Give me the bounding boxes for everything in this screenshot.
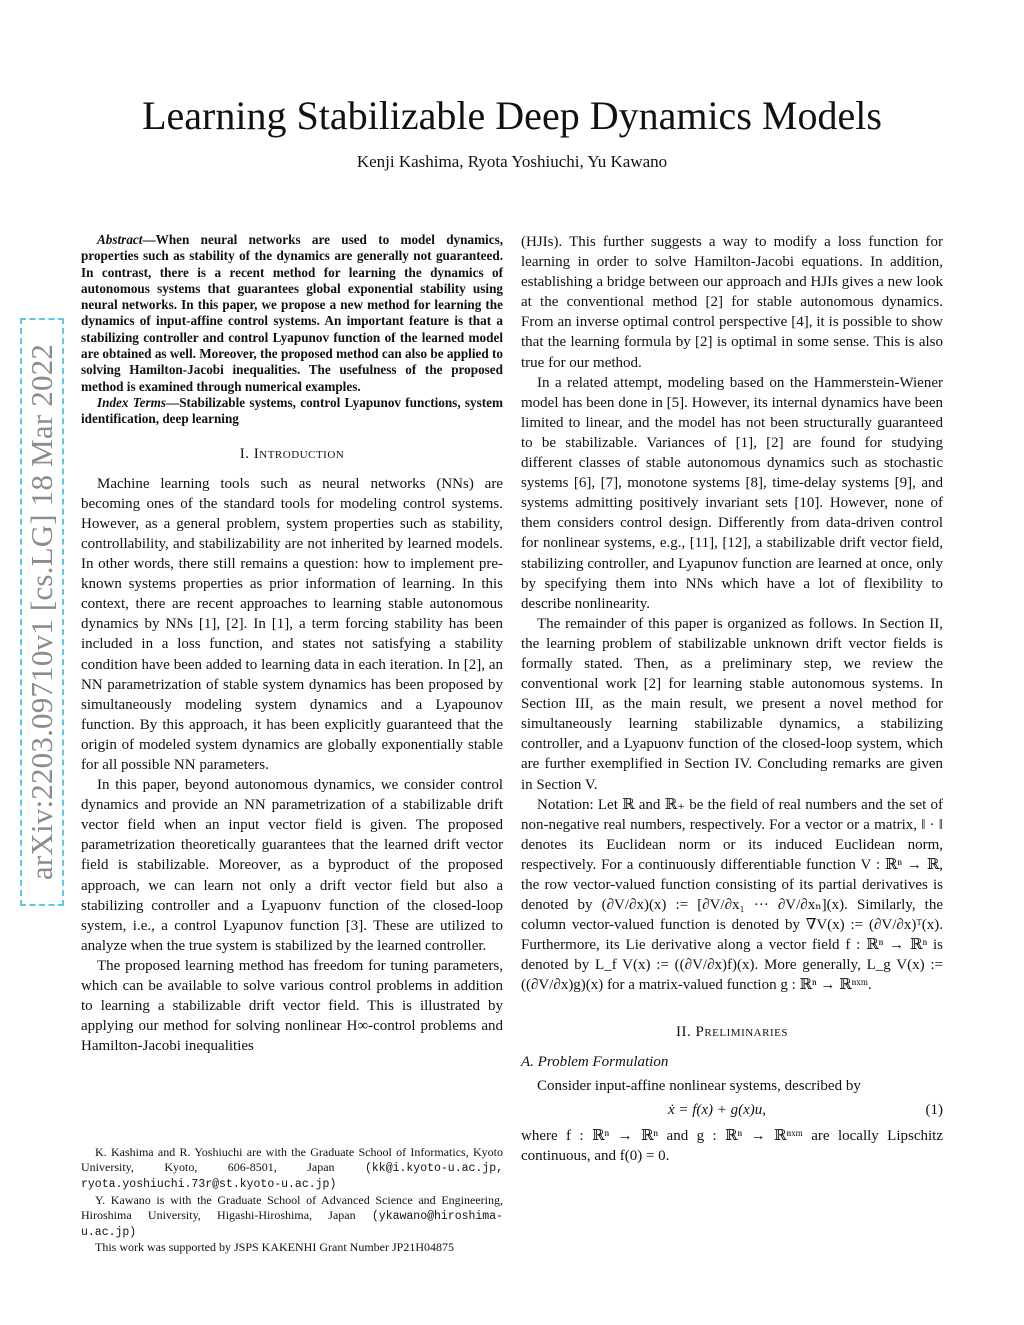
footnote-affiliation-2 <box>81 1193 503 1241</box>
intro-paragraph-3: The proposed learning method has freedom for tuning parameters, which can be available to solve various control problems in addition to learning a stabilizable drift vector field. This is illustrated by applying our method for solving nonlinear H∞-control problems and Hamilton-Jacobi inequalities <box>81 957 503 1055</box>
footnote-funding: This work was supported by JSPS KAKENHI Grant Number JP21H04875 <box>95 1240 454 1255</box>
left-column <box>81 232 503 1056</box>
paper-authors: Kenji Kashima, Ryota Yoshiuchi, Yu Kawano <box>356 152 668 171</box>
footnote-email-1[interactable]: (kk@i.kyoto-u.ac.jp, ryota.yoshiuchi.73r@st.kyoto-u.ac.jp) <box>81 1162 504 1192</box>
index-terms <box>81 395 503 428</box>
intro-paragraph-1: Machine learning tools such as neural networks (NNs) are becoming ones of the standard tools for modeling control systems. However, as a general problem, system properties such as stability, controllability, and stabilizability are not inherited by learned models. In other words, there still remains a question: how to implement pre-known systems properties as prior information of learning. In this context, there are recent approaches to learning stable autonomous dynamics by NNs [1], [2]. In [1], a term forcing stability has been included in a loss function, and states not satisfying a stability condition have been added to learning data in each iteration. In [2], an NN parametrization of stable system dynamics has been proposed by simultaneously modeling system dynamics and a Lyapounov function. By this approach, it has been explicitly guaranteed that the origin of modeled system dynamics are globally exponentially stable for all possible NN parameters. <box>81 475 503 773</box>
abstract-text: —When neural networks are used to model dynamics, properties such as stability of the dynamics are generally not guaranteed. In contrast, there is a recent method for learning the dynamics of autonomous systems that guarantees global exponential stability using neural networks. In this paper, we propose a new method for learning the dynamics of input-affine control systems. An important feature is that a stabilizing controller and control Lyapunov function of the learned model are obtained as well. Moreover, the proposed method can also be applied to solving Hamilton-Jacobi inequalities. The usefulness of the proposed method is examined through numerical examples. <box>81 232 503 394</box>
footnote-email-2[interactable]: (ykawano@hiroshima-u.ac.jp) <box>81 1209 504 1240</box>
footnotes <box>81 1145 503 1255</box>
footnote-affiliation-1-text: K. Kashima and R. Yoshiuchi are with the Graduate School of Informatics, Kyoto University, Kyoto, 606-8501, Japan <box>81 1145 503 1175</box>
equation-body: ẋ = f(x) + g(x)u, <box>667 1101 767 1118</box>
footnote-affiliation-1 <box>81 1145 503 1193</box>
equation-number: (1) <box>925 1101 943 1118</box>
notation-paragraph: Notation: Let ℝ and ℝ₊ be the field of real numbers and the set of non-negative real numbers, respectively. For a vector or a matrix, ‖ · ‖ denotes its Euclidean norm or its induced Euclidean norm, respectively. For a continuously differentiable function V : ℝⁿ → ℝ, the row vector-valued function consisting of its partial derivatives is denoted by (∂V/∂x)(x) := [∂V/∂x₁ ··· ∂V/∂xₙ](x). Similarly, the column vector-valued function is denoted by ∇V(x) := (∂V/∂x)ᵀ(x). Furthermore, its Lie derivative along a vector field f : ℝⁿ → ℝⁿ is denoted by L_f V(x) := ((∂V/∂x)f)(x). More generally, L_g V(x) := ((∂V/∂x)g)(x) for a matrix-valued function g : ℝⁿ → ℝⁿˣᵐ. <box>521 796 943 994</box>
right-paragraph-1: (HJIs). This further suggests a way to modify a loss function for learning in order to solve Hamilton-Jacobi equations. In addition, establishing a bridge between our approach and HJIs gives a new look at the conventional method [2] for stable autonomous dynamics. From an inverse optimal control perspective [4], it is possible to show that the learning formula by [2] is optimal in some sense. This is also true for our method. <box>521 234 943 371</box>
abstract <box>81 232 503 395</box>
problem-after: where f : ℝⁿ → ℝⁿ and g : ℝⁿ → ℝⁿˣᵐ are locally Lipschitz continuous, and f(0) = 0. <box>521 1127 943 1165</box>
paper-title: Learning Stabilizable Deep Dynamics Models <box>142 93 882 138</box>
index-terms-text: —Stabilizable systems, control Lyapunov functions, system identification, deep learning <box>81 394 503 427</box>
arxiv-stamp: arXiv:2203.09710v1 [cs.LG] 18 Mar 2022 <box>24 343 59 881</box>
right-paragraph-3: The remainder of this paper is organized as follows. In Section II, the learning problem of stabilizable unknown drift vector fields is formally stated. Then, as a preliminary step, we review the conventional work [2] for learning stable autonomous systems. In Section III, as the main result, we present a novel method for simultaneously learning stabilizable dynamics, a stabilizing controller, and a Lyapuonv function of the closed-loop system, which are further exemplified in Section IV. Concluding remarks are given in Section V. <box>521 615 943 793</box>
subsection-heading-problem: A. Problem Formulation <box>521 1053 669 1070</box>
footnote-affiliation-2-text: Y. Kawano is with the Graduate School of Advanced Science and Engineering, Hiroshima University, Higashi-Hiroshima, Japan <box>81 1192 503 1222</box>
right-paragraph-2: In a related attempt, modeling based on the Hammerstein-Wiener model has been done in [5]. However, its internal dynamics have been limited to linear, and the model has not been structurally guaranteed to be stabilizable. Variances of [1], [2] are found for studying different classes of stable autonomous dynamics such as stochastic systems [6], [7], monotone systems [8], time-delay systems [9], and systems admitting positively invariant sets [10]. However, none of them considers control design. Differently from data-driven control for nonlinear systems, e.g., [11], [12], a stabilizable drift vector field, stabilizing controller, and Lyapunov function are learned at once, only by specifying them into NNs which have a lot of flexibility to describe nonlinearity. <box>521 374 943 612</box>
abstract-label: Abstract <box>97 232 143 247</box>
section-heading-preliminaries: II. Preliminaries <box>676 1023 788 1040</box>
problem-intro: Consider input-affine nonlinear systems, described by <box>537 1077 861 1094</box>
equation-1 <box>521 1100 943 1120</box>
right-column <box>521 232 943 1166</box>
section-heading-introduction: I. Introduction <box>239 445 345 462</box>
index-terms-label: Index Terms <box>97 394 167 410</box>
intro-paragraph-2: In this paper, beyond autonomous dynamics, we consider control dynamics and provide an NN parametrization of a stabilizable drift vector field when an input vector field is given. The proposed parametrization theoretically guarantees that the learned drift vector field is stabilizable. Moreover, as a byproduct of the proposed approach, we can learn not only a drift vector field but also a stabilizing controller and a Lyapuonv function of the closed-loop system, i.e., a control Lyapunov function [3]. These are utilized to analyze when the true system is stabilized by the learned controller. <box>81 777 503 954</box>
